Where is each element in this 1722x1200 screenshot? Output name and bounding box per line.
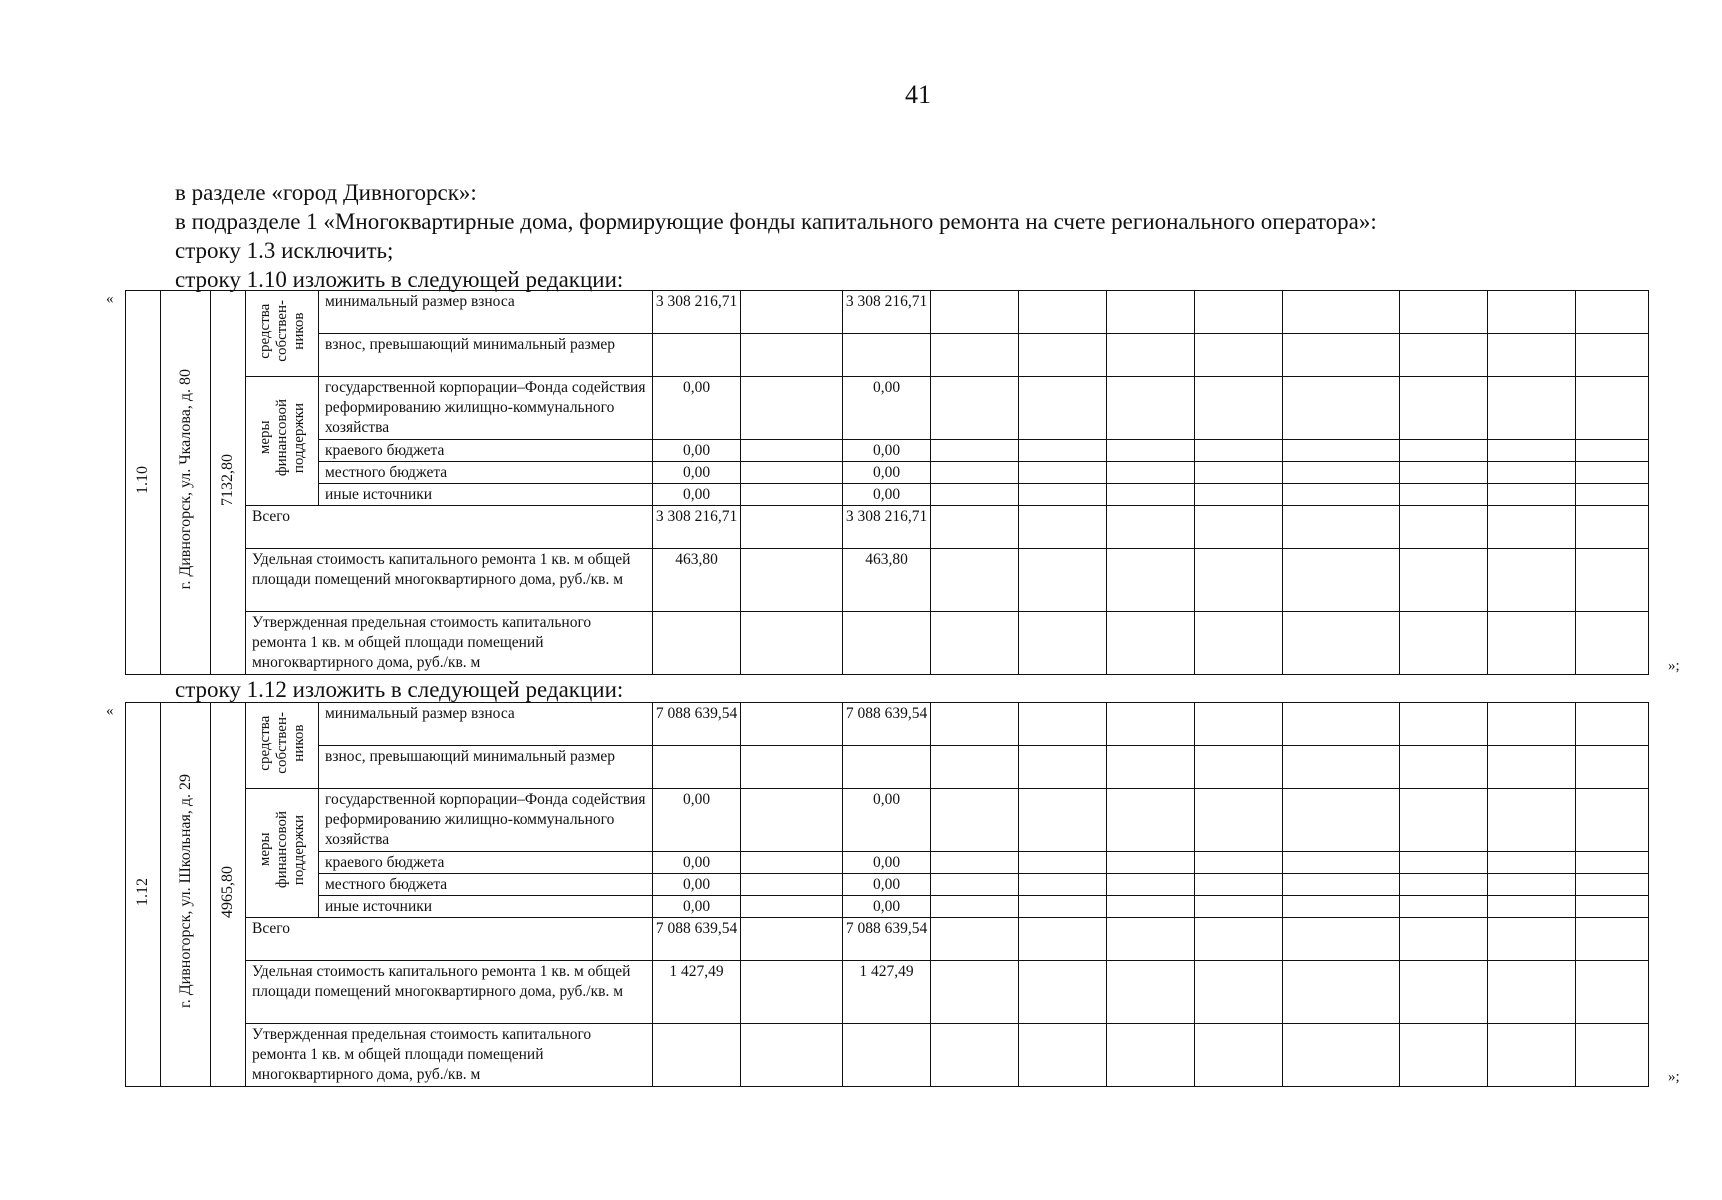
local-budget-value-2: 0,00 xyxy=(843,462,931,484)
min-fee-value: 7 088 639,54 xyxy=(653,703,741,746)
row-number: 1.10 xyxy=(134,465,151,494)
other-sources-value: 0,00 xyxy=(653,484,741,506)
row-number: 1.12 xyxy=(134,877,151,906)
label-total: Всего xyxy=(246,918,653,961)
regional-budget-value-2: 0,00 xyxy=(843,440,931,462)
label-other-sources: иные источники xyxy=(319,484,653,506)
page-number: 41 xyxy=(905,80,931,109)
intro-line-exclude: строку 1.3 исключить; xyxy=(175,238,394,263)
unit-cost-value: 1 427,49 xyxy=(653,961,741,1024)
unit-cost-value: 463,80 xyxy=(653,549,741,612)
label-min-fee: минимальный размер взноса xyxy=(319,291,653,334)
label-total: Всего xyxy=(246,506,653,549)
label-state-corporation: государственной корпорации–Фонда содействия реформированию жилищно-коммунального хозяйства xyxy=(319,377,653,440)
regional-budget-value: 0,00 xyxy=(653,440,741,462)
state-corporation-value-2: 0,00 xyxy=(843,377,931,440)
unit-cost-value-2: 463,80 xyxy=(843,549,931,612)
owners-funds-group: средства собствен- ников xyxy=(246,703,319,789)
local-budget-value: 0,00 xyxy=(653,462,741,484)
opening-quote-2: « xyxy=(106,703,114,719)
address: г. Дивногорск, ул. Школьная, д. 29 xyxy=(176,774,194,1009)
regional-budget-value: 0,00 xyxy=(653,852,741,874)
unit-cost-value-2: 1 427,49 xyxy=(843,961,931,1024)
address-cell xyxy=(161,703,211,1087)
min-fee-value-2: 7 088 639,54 xyxy=(843,703,931,746)
label-state-corporation: государственной корпорации–Фонда содействия реформированию жилищно-коммунального хозяйства xyxy=(319,789,653,852)
closing-quote: »; xyxy=(1668,658,1680,674)
label-other-sources: иные источники xyxy=(319,896,653,918)
total-value-2: 7 088 639,54 xyxy=(843,918,931,961)
intro-line-subsection: в подразделе 1 «Многоквартирные дома, формирующие фонды капитального ремонта на счете регионального оператора»: xyxy=(175,209,1377,234)
address: г. Дивногорск, ул. Чкалова, д. 80 xyxy=(176,369,194,590)
state-corporation-value: 0,00 xyxy=(653,377,741,440)
financial-support-group: меры финансовой поддержки xyxy=(246,377,319,506)
total-value-2: 3 308 216,71 xyxy=(843,506,931,549)
intro-line-edit-1-10: строку 1.10 изложить в следующей редакции: xyxy=(175,267,624,292)
area-cell xyxy=(211,703,246,1087)
row-number-cell xyxy=(126,291,161,675)
label-max-cost: Утвержденная предельная стоимость капитального ремонта 1 кв. м общей площади помещений многоквартирного дома, руб./кв. м xyxy=(246,1024,653,1087)
area-cell xyxy=(211,291,246,675)
total-value: 3 308 216,71 xyxy=(653,506,741,549)
label-unit-cost: Удельная стоимость капитального ремонта 1 кв. м общей площади помещений многоквартирного дома, руб./кв. м xyxy=(246,961,653,1024)
other-sources-value-2: 0,00 xyxy=(843,896,931,918)
address-cell xyxy=(161,291,211,675)
table-row-1-10 xyxy=(125,290,1649,675)
local-budget-value-2: 0,00 xyxy=(843,874,931,896)
financial-support-group: меры финансовой поддержки xyxy=(246,789,319,918)
label-unit-cost: Удельная стоимость капитального ремонта 1 кв. м общей площади помещений многоквартирного дома, руб./кв. м xyxy=(246,549,653,612)
total-area: 7132,80 xyxy=(219,453,236,506)
local-budget-value: 0,00 xyxy=(653,874,741,896)
owners-funds-group: средства собствен- ников xyxy=(246,291,319,377)
label-regional-budget: краевого бюджета xyxy=(319,440,653,462)
caption-edit-1-12: строку 1.12 изложить в следующей редакции: xyxy=(175,677,624,702)
label-local-budget: местного бюджета xyxy=(319,462,653,484)
other-sources-value: 0,00 xyxy=(653,896,741,918)
intro-line-section: в разделе «город Дивногорск»: xyxy=(175,180,477,205)
table-row-1-12 xyxy=(125,702,1649,1087)
other-sources-value-2: 0,00 xyxy=(843,484,931,506)
label-min-fee: минимальный размер взноса xyxy=(319,703,653,746)
label-local-budget: местного бюджета xyxy=(319,874,653,896)
label-over-min-fee: взнос, превышающий минимальный размер xyxy=(319,746,653,789)
label-max-cost: Утвержденная предельная стоимость капитального ремонта 1 кв. м общей площади помещений многоквартирного дома, руб./кв. м xyxy=(246,612,653,675)
state-corporation-value: 0,00 xyxy=(653,789,741,852)
regional-budget-value-2: 0,00 xyxy=(843,852,931,874)
label-over-min-fee: взнос, превышающий минимальный размер xyxy=(319,334,653,377)
total-value: 7 088 639,54 xyxy=(653,918,741,961)
opening-quote: « xyxy=(106,291,114,307)
row-number-cell xyxy=(126,703,161,1087)
min-fee-value-2: 3 308 216,71 xyxy=(843,291,931,334)
min-fee-value: 3 308 216,71 xyxy=(653,291,741,334)
total-area: 4965,80 xyxy=(219,865,236,918)
state-corporation-value-2: 0,00 xyxy=(843,789,931,852)
closing-quote-2: »; xyxy=(1668,1069,1680,1085)
label-regional-budget: краевого бюджета xyxy=(319,852,653,874)
intro-text xyxy=(175,178,1377,294)
